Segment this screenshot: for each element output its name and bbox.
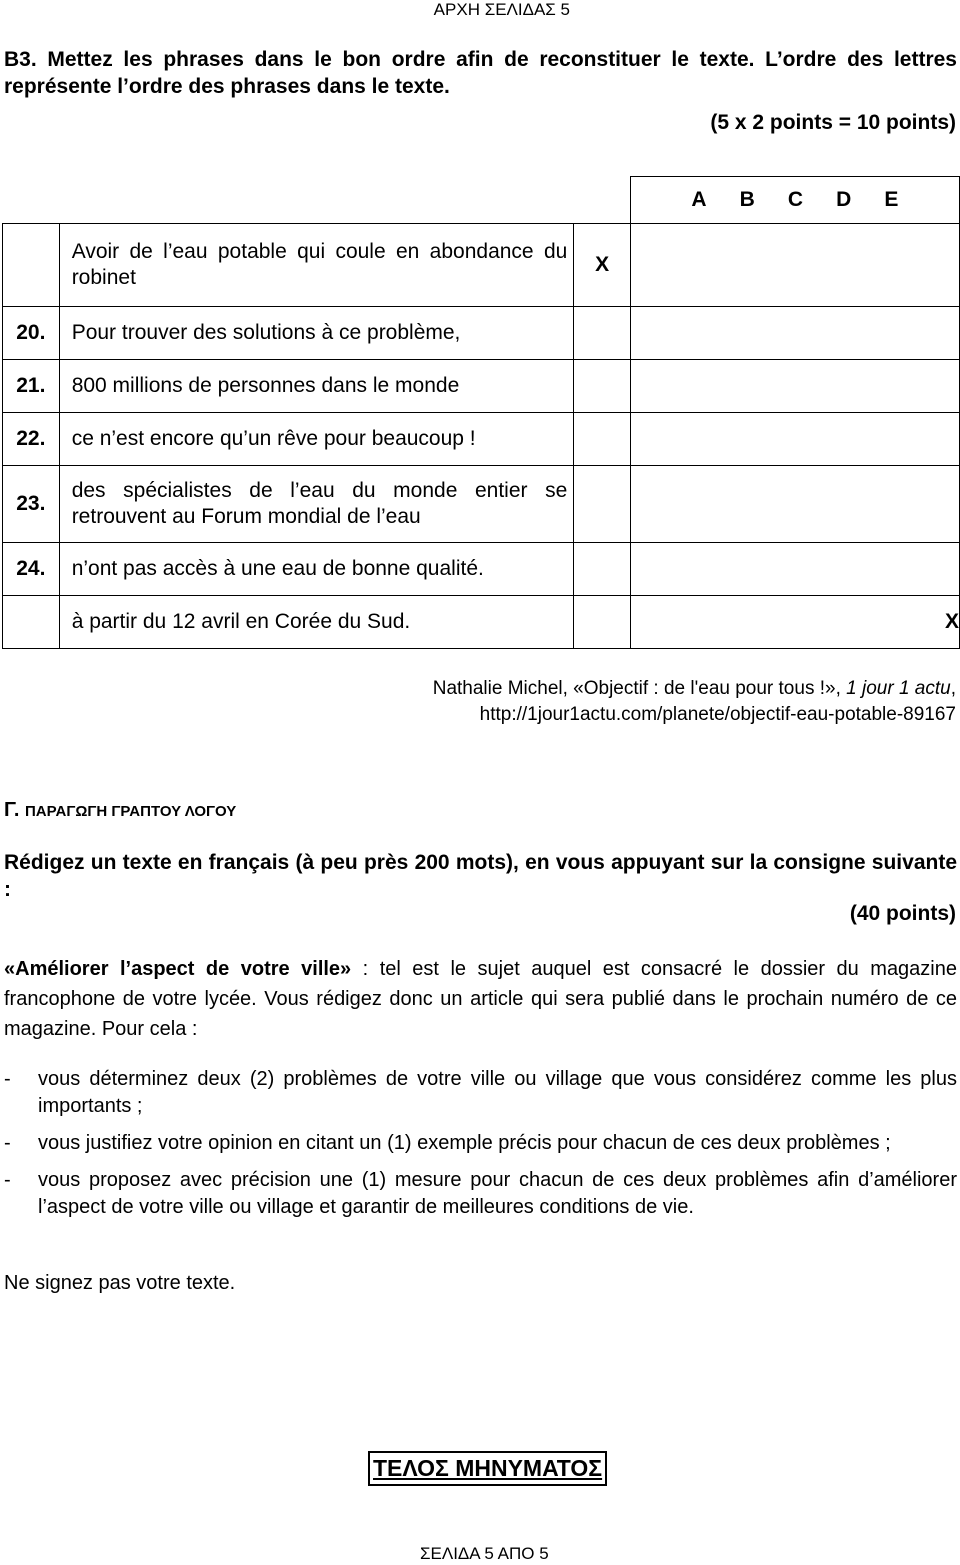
row-number: 20. [3, 307, 60, 360]
table-row [3, 413, 960, 466]
source-publication: 1 jour 1 actu [846, 678, 951, 699]
list-item [4, 1066, 957, 1120]
bullet-dash: - [4, 1068, 11, 1090]
row-number: 22. [3, 413, 60, 466]
list-item [4, 1130, 957, 1157]
table-row [3, 224, 960, 307]
end-of-message: ΤΕΛΟΣ ΜΗΝΥΜΑΤΟΣ [368, 1451, 607, 1486]
no-sign-note: Ne signez pas votre texte. [4, 1272, 236, 1294]
exercise-b3-points: (5 x 2 points = 10 points) [710, 111, 956, 134]
answer-mark: X [574, 224, 631, 307]
table-row [3, 307, 960, 360]
letters-header [630, 177, 959, 224]
table-row [3, 543, 960, 596]
sentence-text: 800 millions de personnes dans le monde [59, 360, 574, 413]
page-header: ΑΡΧΗ ΣΕΛΙΔΑΣ 5 [433, 0, 570, 19]
source-author: Nathalie Michel, «Objectif : de l'eau pour tous !», [432, 678, 847, 699]
sentence-text: Pour trouver des solutions à ce problème, [59, 307, 574, 360]
bullet-text: vous déterminez deux (2) problèmes de votre ville ou village que vous considérez comme les plus importants ; [38, 1068, 957, 1117]
answer-mark [574, 466, 631, 543]
answer-cell[interactable] [630, 360, 959, 413]
bullet-dash: - [4, 1132, 11, 1154]
row-number: 24. [3, 543, 60, 596]
row-number [3, 596, 60, 649]
answer-cell[interactable]: X [630, 596, 959, 649]
answer-cell[interactable] [630, 224, 959, 307]
row-number [3, 224, 60, 307]
sentence-text: des spécialistes de l’eau du monde entier se retrouvent au Forum mondial de l’eau [59, 466, 574, 543]
bullet-text: vous justifiez votre opinion en citant un (1) exemple précis pour chacun de ces deux problèmes ; [38, 1132, 891, 1154]
table-header-row [3, 177, 960, 224]
exercise-b3-instruction: B3. Mettez les phrases dans le bon ordre afin de reconstituer le texte. L’ordre des lettres représente l’ordre des phrases dans le texte. [4, 48, 957, 98]
page-footer: ΣΕΛΙΔΑ 5 ΑΠΟ 5 [420, 1544, 549, 1563]
answer-cell[interactable] [630, 413, 959, 466]
answer-cell[interactable] [630, 466, 959, 543]
table-row [3, 360, 960, 413]
sentence-text: n’ont pas accès à une eau de bonne qualité. [59, 543, 574, 596]
source-url: http://1jour1actu.com/planete/objectif-eau-potable-89167 [479, 704, 956, 725]
task-description: : tel est le sujet auquel est consacré le dossier du magazine francophone de votre lycée. Vous rédigez donc un article qui sera publié dans le prochain numéro de ce magazine. Pour cela : [4, 958, 957, 1040]
list-item [4, 1167, 957, 1221]
task-bullets [4, 1066, 957, 1231]
row-number: 21. [3, 360, 60, 413]
table-row [3, 466, 960, 543]
answer-mark [574, 307, 631, 360]
sentence-order-table [2, 176, 960, 649]
sentence-text: ce n’est encore qu’un rêve pour beaucoup ! [59, 413, 574, 466]
letter-c: C [787, 188, 804, 211]
letter-e: E [884, 188, 899, 211]
bullet-dash: - [4, 1169, 11, 1191]
task-topic: «Améliorer l’aspect de votre ville» [4, 958, 352, 980]
source-citation [433, 676, 956, 728]
table-row [3, 596, 960, 649]
answer-cell[interactable] [630, 543, 959, 596]
section-gamma-heading: ΠΑΡΑΓΩΓΗ ΓΡΑΠΤΟΥ ΛΟΓΟΥ [24, 803, 237, 820]
sentence-text: Avoir de l’eau potable qui coule en abondance du robinet [59, 224, 574, 307]
writing-points: (40 points) [849, 902, 956, 925]
writing-instruction: Rédigez un texte en français (à peu près 200 mots), en vous appuyant sur la consigne suivante : [4, 851, 957, 901]
letter-d: D [836, 188, 852, 211]
bullet-text: vous proposez avec précision une (1) mesure pour chacun de ces deux problèmes afin d’améliorer l’aspect de votre ville ou village et garantir de meilleures conditions de vie. [38, 1169, 957, 1218]
answer-cell[interactable] [630, 307, 959, 360]
sentence-text: à partir du 12 avril en Corée du Sud. [59, 596, 574, 649]
writing-task [4, 954, 957, 1044]
section-gamma-prefix: Γ. [4, 799, 25, 821]
row-number: 23. [3, 466, 60, 543]
source-comma: , [950, 678, 956, 699]
letter-a: A [691, 188, 707, 211]
section-gamma-title [4, 799, 236, 822]
answer-mark [574, 413, 631, 466]
answer-mark [574, 596, 631, 649]
answer-mark [574, 543, 631, 596]
letter-b: B [739, 188, 755, 211]
answer-mark [574, 360, 631, 413]
